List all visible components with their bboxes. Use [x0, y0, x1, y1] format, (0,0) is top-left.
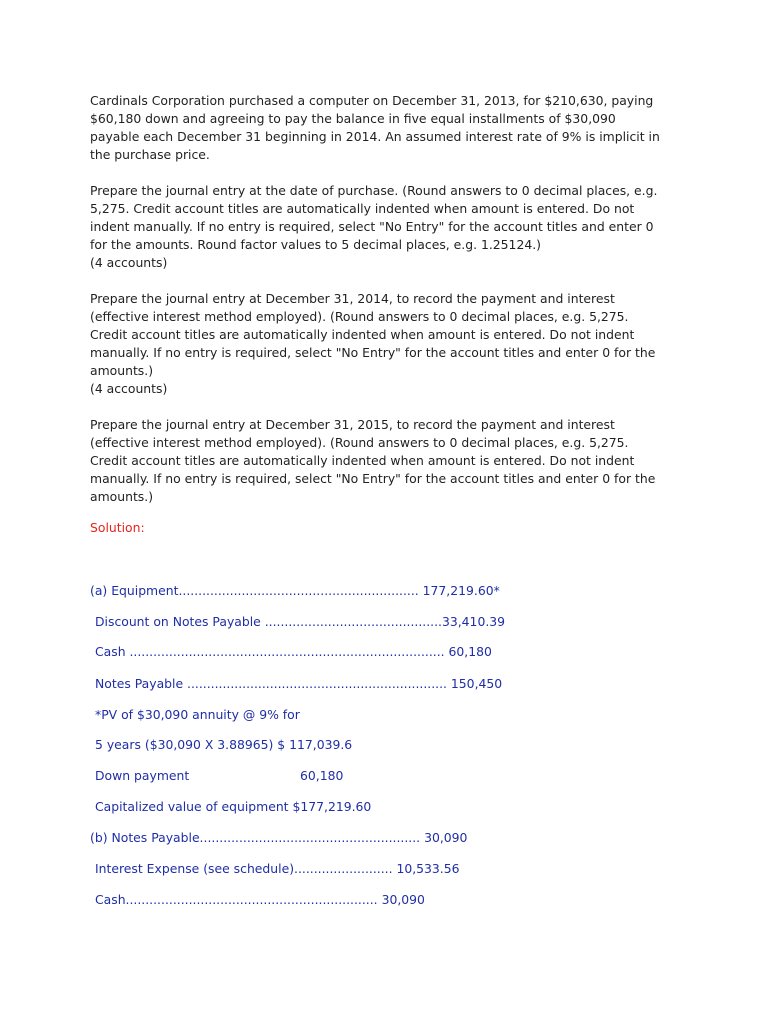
entry-a-notes-payable: Notes Payable .................................................................. 150,450: [95, 676, 503, 691]
capitalized-value: Capitalized value of equipment $177,219.60: [95, 799, 372, 814]
entry-a-equipment: (a) Equipment............................................................. 177,219.60*: [90, 583, 500, 598]
pv-note-line1: *PV of $30,090 annuity @ 9% for: [95, 707, 300, 722]
entry-b-notes-payable: (b) Notes Payable........................................................ 30,090: [90, 830, 468, 845]
entry-b-cash: Cash................................................................ 30,090: [95, 892, 425, 907]
entry-b-interest-expense: Interest Expense (see schedule)......................... 10,533.56: [95, 861, 460, 876]
solution-heading: Solution:: [90, 520, 145, 535]
pv-note-line2: 5 years ($30,090 X 3.88965) $ 117,039.6: [95, 737, 353, 752]
question-2014-entry: Prepare the journal entry at December 31, 2014, to record the payment and interest (effective interest method employed). (Round answers to 0 decimal places, e.g. 5,275. Credit account titles are automatically indented when amount is entered. Do not indent manually. If no entry is required, select "No Entry" for the account titles and enter 0 for the amounts.) (4 accounts): [90, 291, 656, 396]
entry-a-discount: Discount on Notes Payable .............................................33,410.39: [95, 614, 506, 629]
entry-a-cash: Cash ................................................................................ 60,180: [95, 644, 492, 659]
question-purchase-entry: Prepare the journal entry at the date of purchase. (Round answers to 0 decimal places, e.g. 5,275. Credit account titles are automatically indented when amount is entered. Do not indent manually. If no entry is required, select "No Entry" for the account titles and enter 0 for the amounts. Round factor values to 5 decimal places, e.g. 1.25124.) (4 accounts): [90, 183, 658, 270]
question-2015-entry: Prepare the journal entry at December 31, 2015, to record the payment and interest (effective interest method employed). (Round answers to 0 decimal places, e.g. 5,275. Credit account titles are automatically indented when amount is entered. Do not indent manually. If no entry is required, select "No Entry" for the account titles and enter 0 for the amounts.): [90, 417, 656, 504]
problem-intro: Cardinals Corporation purchased a computer on December 31, 2013, for $210,630, paying $60,180 down and agreeing to pay the balance in five equal installments of $30,090 payable each December 31 beginning in 2014. An assumed interest rate of 9% is implicit in the purchase price.: [90, 93, 660, 162]
down-payment-value: 60,180: [300, 768, 344, 783]
down-payment-label: Down payment: [95, 768, 190, 783]
